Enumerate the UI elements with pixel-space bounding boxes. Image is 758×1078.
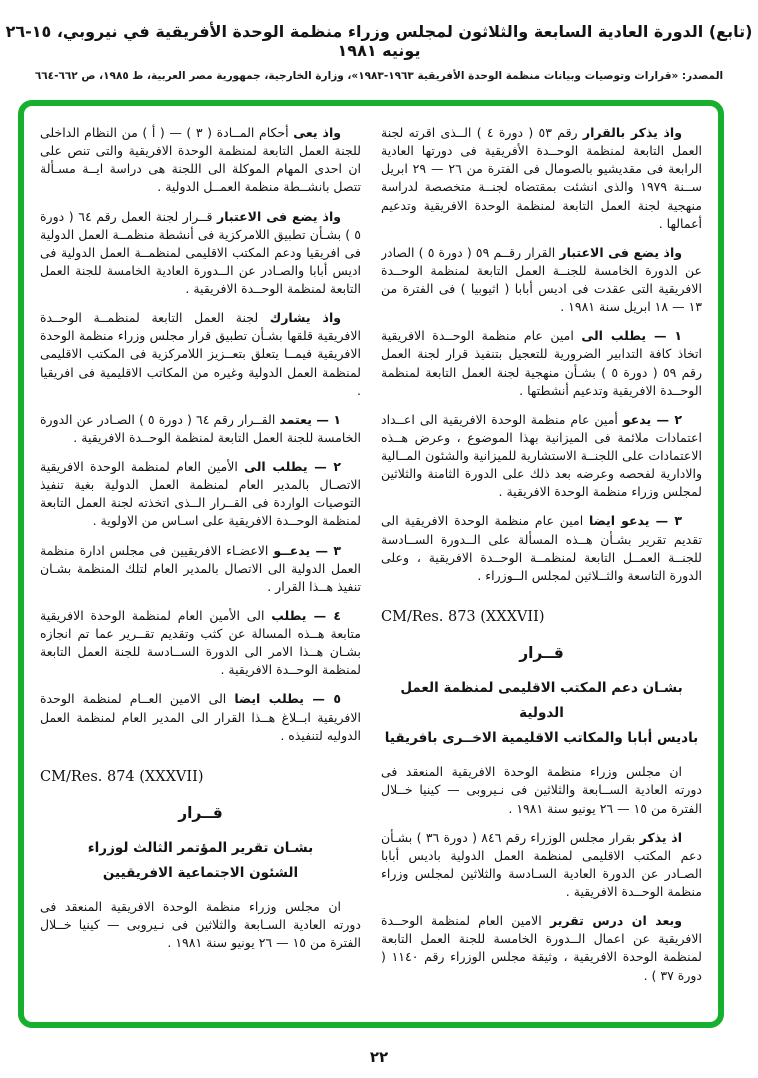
header-source-line: المصدر: «قرارات وتوصيات وبيانات منظمة الوحدة الأفريقية ١٩٦٣-١٩٨٣»، وزارة الخارجية، جمهورية مصر العربية، ط ١٩٨٥، ص ٦٦٢-٦٦٤ bbox=[34, 70, 724, 82]
paragraph-lead: واذ يشارك bbox=[269, 310, 341, 326]
paragraph-lead: ٢ — يدعو bbox=[622, 411, 683, 427]
resolution-heading: قــرار bbox=[178, 803, 223, 822]
paragraph-lead: ٤ — يطلب bbox=[271, 607, 341, 623]
resolution-paragraph: ٥ — يطلب ايضا الى الامين العــام لمنظمة الوحدة الافريقية ابــلاغ هــذا القرار الى المدير العام لمنظمة العمل الدوليه لتنفيذه . bbox=[40, 691, 361, 743]
paragraph-lead: واذ يضع فى الاعتبار bbox=[217, 208, 342, 224]
resolution-subtitle-line: بشـان دعم المكتب الاقليمى لمنظمة العمل الدولية bbox=[400, 680, 683, 722]
two-column-layout bbox=[40, 122, 702, 1014]
resolution-paragraph: واذ يشارك لجنة العمل التابعة لمنظمــة الوحــدة الافريقية قلقها بشـأن تطبيق قرار مجلس وزراء منظمة الوحدة الافريقية فيمــا يتعلق بتعــزيز اللامركزية فى المكتب الاقليمى لمنظمة العمل الدولية وغيره من المكاتب الاقليمية فى افريقيا . bbox=[40, 310, 361, 398]
resolution-subtitle-line: بشـان تقرير المؤتمر الثالث لوزراء bbox=[87, 840, 314, 857]
resolution-subtitle bbox=[40, 836, 361, 886]
paragraph-lead: ١ — يعتمد bbox=[279, 411, 341, 427]
paragraph-lead: ١ — يطلب الى bbox=[581, 328, 682, 344]
page-header bbox=[0, 22, 758, 82]
paragraph-lead: واذ يضع فى الاعتبار bbox=[559, 244, 682, 260]
resolution-reference: CM/Res. 873 (XXXVII) bbox=[381, 608, 545, 625]
resolution-subtitle-line: الشئون الاجتماعية الافريقيين bbox=[102, 865, 299, 882]
paragraph-lead: ٥ — يطلب ايضا bbox=[234, 691, 341, 707]
paragraph-lead: وبعد ان درس تقرير bbox=[549, 913, 683, 929]
resolution-paragraph: ٣ — يدعــو الاعضـاء الافريقيين فى مجلس ادارة منظمة العمل الدولية الى الاتصال بالمدير العام لتلك المنظمة بشـان تنفيذ هــذا القرار . bbox=[40, 542, 361, 594]
paragraph-lead: واذ يعى bbox=[293, 125, 342, 140]
resolution-paragraph: واذ يضع فى الاعتبار قــرار لجنة العمل رقم ٦٤ ( دورة ٥ ) بشـأن تطبيق اللامركزية فى أنشطة منظمــة العمل الدولية فى افريقيا ودعم المكتب الاقليمى لمنظمــة العمل الدولية فى اديس أبابا والصـادر عن الــدورة العادية الخامسة للجنة العمل التابعة لمنظمة الوحــدة الافريقية . bbox=[40, 208, 361, 296]
resolution-paragraph: ٢ — يدعو أمين عام منظمة الوحدة الافريقية الى اعــداد اعتمادات ملائمة فى الميزانية بهذا الموضوع ، وعرض هــذه الاعتمادات على اللجنــة الاستشارية للميزانية والشئون المــالية والادارية لفحصه وعرضه بعد ذلك على الدورة الثامنة والثلاثين لمجلس وزراء منظمة الوحدة الافريقية . bbox=[381, 411, 702, 500]
resolution-paragraph: واذ يضع فى الاعتبار القرار رقــم ٥٩ ( دورة ٥ ) الصادر عن الدورة الخامسة للجنــة العمل التابعة لمنظمة الوحــدة الافريقية التى عقدت فى اديس أبابا ( اثيوبيا ) فى الفترة من ١٣ — ١٨ ابريل سنة ١٩٨١ . bbox=[381, 244, 702, 315]
resolution-reference: CM/Res. 874 (XXXVII) bbox=[40, 768, 204, 785]
resolution-paragraph: وبعد ان درس تقرير الامين العام لمنظمة الوحــدة الافريقية عن اعمال الــدورة الخامسة للجنة العمل التابعة لمنظمة الوحدة الافريقية ، وثيقة مجلس الوزراء رقم ١١٤٠ ( دورة ٣٧ ) . bbox=[381, 913, 702, 983]
header-session-title: (تابع) الدورة العادية السابعة والثلاثون لمجلس وزراء منظمة الوحدة الأفريقية في نيروبي، ١٥-٢٦ يونيه ١٩٨١ bbox=[5, 22, 753, 60]
paragraph-lead: ٣ — يدعــو bbox=[273, 542, 341, 558]
resolution-heading: قــرار bbox=[519, 643, 564, 662]
resolution-paragraph: ١ — يطلب الى امين عام منظمة الوحــدة الافريقية اتخاذ كافة التدابير الضرورية للتعجيل بتنفيذ قرار لجنة العمل رقم ٥٩ ( دورة ٥ ) بشـأن منهجية لجنة العمل التابعة لمنظمة الوحــدة الافريقية وتدعيم أنشطتها . bbox=[381, 328, 702, 398]
resolution-paragraph: واذ يذكر بالقرار رقم ٥٣ ( دورة ٤ ) الــذى اقرته لجنة العمل التابعة لمنظمة الوحــدة الأفريقية فى دورتها العادية الرابعة فى مقديشيو بالصومال فى الفترة من ٢٦ — ٢٩ ابريل ســنة ١٩٧٩ والذى انشئت بمقتضاه لجنــة متخصصة لدراسة منهجية لجنة العمل التابعة لمنظمة الوحدة الافريقية وتدعيم أعمالها . bbox=[381, 125, 702, 231]
column-right bbox=[381, 122, 702, 1014]
resolution-subtitle-line: باديس أبابا والمكاتب الاقليمية الاخــرى بافريقيا bbox=[384, 730, 699, 747]
paragraph-lead: ٣ — يدعو ايضا bbox=[589, 513, 682, 529]
column-left bbox=[40, 122, 361, 1014]
resolution-paragraph: ان مجلس وزراء منظمة الوحدة الافريقية المنعقد فى دورته العادية الســابعة والثلاثين فى نـيروبى — كينيا خــلال الفترة من ١٥ — ٢٦ يونيو سنة ١٩٨١ . bbox=[381, 764, 702, 816]
paragraph-lead: واذ يذكر بالقرار bbox=[582, 125, 682, 140]
page-number: ٢٢ bbox=[369, 1048, 389, 1066]
resolution-paragraph: واذ يعى أحكام المــادة ( ٣ ) — ( أ ) من النظام الداخلى للجنة العمل التابعة لمنظمة الوحدة الافريقية والتى تنص على ان احدى المهام الموكلة الى اللجنة هى دراسة ايــة مسـألة تتصل بانشــطة منظمة العمــل الدولية . bbox=[40, 125, 361, 195]
resolution-paragraph: ١ — يعتمد القــرار رقم ٦٤ ( دورة ٥ ) الصـادر عن الدورة الخامسة للجنة العمل التابعة لمنظمة الوحــدة الافريقية . bbox=[40, 411, 361, 445]
paragraph-lead: اذ يذكر bbox=[639, 829, 682, 845]
resolution-paragraph: ٤ — يطلب الى الأمين العام لمنظمة الوحدة الافريقية متابعة هــذه المسالة عن كثب وتقديم تقــرير عما تم انجازه بشـان هــذا الامر الى الدورة الســادسة للجنة العمل التابعة لمنظمة الوحــدة الافريقية . bbox=[40, 607, 361, 678]
content-frame bbox=[18, 100, 724, 1028]
paragraph-lead: ٢ — يطلب الى bbox=[244, 459, 341, 474]
resolution-paragraph: ٢ — يطلب الى الأمين العام لمنظمة الوحدة الافريقية الاتصـال بالمدير العام لمنظمة العمل الدولية بغية تنفيذ التوصيات الواردة فى القــرار الــذى اتخذته لجنة العمل التابعة لمنظمة الوحــدة الافريقية على اسـاس من الاولوية . bbox=[40, 459, 361, 529]
resolution-subtitle bbox=[381, 676, 702, 751]
resolution-paragraph: ان مجلس وزراء منظمة الوحدة الافريقية المنعقد فى دورته العادية السـابعة والثلاثين فى نـيروبى — كينيا خــلال الفترة من ١٥ — ٢٦ يونيو سنة ١٩٨١ . bbox=[40, 899, 361, 951]
resolution-paragraph: ٣ — يدعو ايضا امين عام منظمة الوحدة الافريقية الى تقديم تقرير بشـأن هــذه المسألة على الــدورة الســادسة للجنــة العمــل التابعة لمنظمــة الوحــدة الافريقية ، وعلى الدورة التاسعة والثــلاثين لمجلس الــوزراء . bbox=[381, 513, 702, 583]
resolution-paragraph: اذ يذكر بقرار مجلس الوزراء رقم ٨٤٦ ( دورة ٣٦ ) بشـأن دعم المكتب الاقليمى لمنظمة العمل الدولية باديس أبابا الصـادر عن الدورة العادية السـادسة والثلاثين لمجلس وزراء منظمة الوحــدة الافريقية . bbox=[381, 829, 702, 900]
